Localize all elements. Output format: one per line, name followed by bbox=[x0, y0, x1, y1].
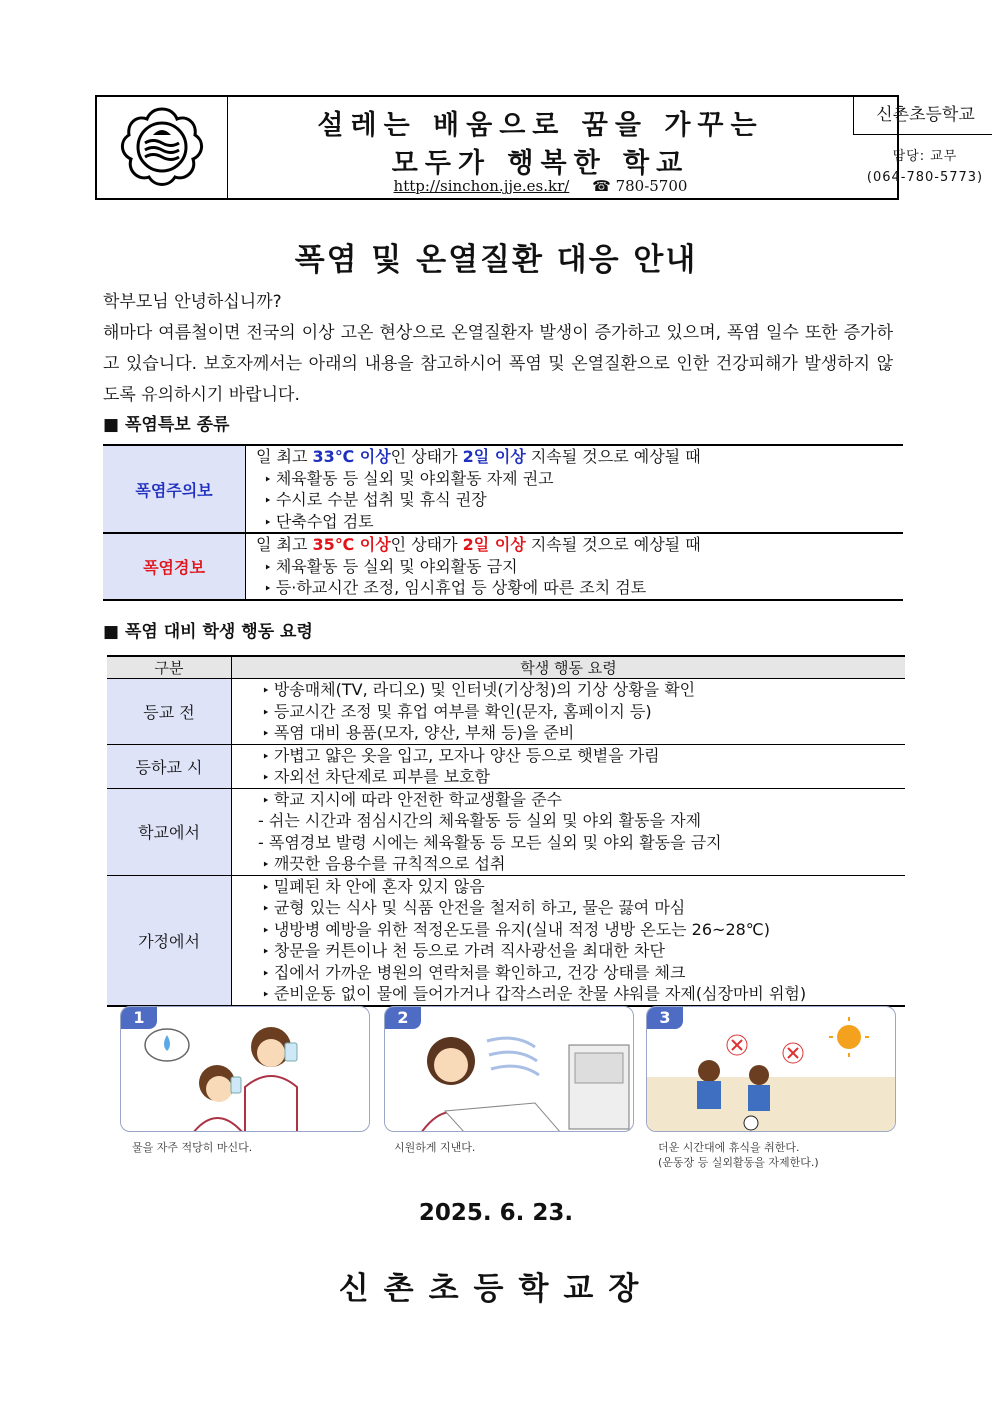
panel-number: 2 bbox=[385, 1007, 421, 1029]
list-item: ‣ 자외선 차단제로 피부를 보호함 bbox=[254, 766, 905, 788]
list-item: ‣ 밀폐된 차 안에 혼자 있지 않음 bbox=[254, 876, 905, 898]
intro-paragraph: 해마다 여름철이면 전국의 이상 고온 현상으로 온열질환자 발생이 증가하고 있으며, 폭염 일수 또한 증가하고 있습니다. 보호자께서는 아래의 내용을 참고하시어 폭염 및 온열질환으로 인한 건강피해가 발생하지 않도록 유의하시기 바랍니다. bbox=[103, 323, 893, 405]
list-item: ‣ 집에서 가까운 병원의 연락처를 확인하고, 건강 상태를 체크 bbox=[254, 962, 905, 984]
column-header-category: 구분 bbox=[107, 656, 232, 679]
contact-person: 담당: 교무 bbox=[892, 149, 958, 164]
list-item: ‣ 냉방병 예방을 위한 적정온도를 유지(실내 적정 냉방 온도는 26~28℃) bbox=[254, 919, 905, 941]
table-row bbox=[103, 445, 903, 533]
motto-cell bbox=[228, 97, 853, 198]
heat-advisory-label: 폭염주의보 bbox=[103, 445, 246, 533]
condition-text: 지속될 것으로 예상될 때 bbox=[525, 447, 701, 466]
row-actions bbox=[232, 875, 906, 1006]
table-row bbox=[107, 744, 905, 788]
column-header-actions: 학생 행동 요령 bbox=[232, 656, 906, 679]
school-motto-line1: 설레는 배움으로 꿈을 가꾸는 bbox=[317, 110, 764, 141]
list-item: ‣ 체육활동 등 실외 및 야외활동 금지 bbox=[256, 556, 903, 578]
heat-warning-content bbox=[246, 533, 904, 600]
caption-line: 더운 시간대에 휴식을 취한다. bbox=[658, 1141, 800, 1154]
condition-text: 지속될 것으로 예상될 때 bbox=[525, 535, 701, 554]
illustration-caption: 물을 자주 적당히 마신다. bbox=[132, 1141, 253, 1154]
school-emblem-icon bbox=[119, 105, 205, 189]
illustration-drink-water bbox=[120, 1006, 370, 1132]
condition-days: 2일 이상 bbox=[462, 447, 526, 466]
list-item: ‣ 학교 지시에 따라 안전한 학교생활을 준수 bbox=[254, 789, 905, 811]
list-item: ‣ 깨끗한 음용수를 규칙적으로 섭취 bbox=[254, 853, 905, 875]
list-item: ‣ 체육활동 등 실외 및 야외활동 자제 권고 bbox=[256, 468, 903, 490]
heat-alert-table bbox=[103, 444, 903, 601]
advisory-condition bbox=[256, 446, 903, 468]
principal-signature: 신촌초등학교장 bbox=[338, 1271, 654, 1307]
list-subitem: - 쉬는 시간과 점심시간의 체육활동 등 실외 및 야외 활동을 자제 bbox=[258, 811, 702, 830]
document-date: 2025. 6. 23. bbox=[418, 1200, 574, 1226]
keep-cool-illustration-icon bbox=[385, 1007, 634, 1132]
table-row bbox=[107, 788, 905, 875]
school-phone: 780-5700 bbox=[615, 177, 688, 195]
table-row bbox=[103, 533, 903, 600]
list-item: ‣ 단축수업 검토 bbox=[256, 511, 903, 533]
row-actions bbox=[232, 788, 906, 875]
school-contact-line bbox=[228, 177, 853, 195]
illustration-rest bbox=[646, 1006, 896, 1132]
row-actions bbox=[232, 679, 906, 745]
condition-text: 인 상태가 bbox=[390, 447, 463, 466]
list-item: ‣ 균형 있는 식사 및 식품 안전을 철저히 하고, 물은 끓여 마심 bbox=[254, 897, 905, 919]
row-category: 등교 전 bbox=[107, 679, 232, 745]
row-category: 가정에서 bbox=[107, 875, 232, 1006]
illustration-caption: 시원하게 지낸다. bbox=[394, 1141, 476, 1154]
document-title: 폭염 및 온열질환 대응 안내 bbox=[294, 242, 698, 278]
letterhead bbox=[95, 95, 984, 200]
student-action-table bbox=[107, 655, 905, 1007]
logo-cell bbox=[97, 97, 228, 198]
condition-temperature: 33℃ 이상 bbox=[312, 447, 391, 466]
caption-line: (운동장 등 실외활동을 자제한다.) bbox=[658, 1156, 819, 1169]
greeting: 학부모님 안녕하십니까? bbox=[103, 292, 282, 312]
heat-advisory-content bbox=[246, 445, 904, 533]
condition-temperature: 35℃ 이상 bbox=[312, 535, 391, 554]
phone-icon: ☎ bbox=[592, 177, 611, 195]
list-item: ‣ 준비운동 없이 물에 들어가거나 갑작스러운 찬물 샤워를 자제(심장마비 위험) bbox=[254, 983, 905, 1005]
heat-warning-label: 폭염경보 bbox=[103, 533, 246, 600]
section-heading-alert-types: ■ 폭염특보 종류 bbox=[103, 415, 230, 435]
drinking-water-illustration-icon bbox=[121, 1007, 370, 1132]
illustration-caption bbox=[658, 1140, 819, 1170]
panel-number: 3 bbox=[647, 1007, 683, 1029]
illustration-keep-cool bbox=[384, 1006, 634, 1132]
table-header-row bbox=[107, 656, 905, 679]
row-category: 등하교 시 bbox=[107, 744, 232, 788]
condition-days: 2일 이상 bbox=[462, 535, 526, 554]
list-subitem: - 폭염경보 발령 시에는 체육활동 등 모든 실외 및 야외 활동을 금지 bbox=[258, 832, 722, 852]
school-website-link[interactable]: http://sinchon.jje.es.kr/ bbox=[393, 177, 570, 195]
list-item: ‣ 등교시간 조정 및 휴업 여부를 확인(문자, 홈페이지 등) bbox=[254, 701, 905, 723]
list-item: ‣ 창문을 커튼이나 천 등으로 가려 직사광선을 최대한 차단 bbox=[254, 940, 905, 962]
contact-number: (064-780-5773) bbox=[866, 170, 984, 185]
table-row bbox=[107, 875, 905, 1006]
condition-text: 일 최고 bbox=[256, 535, 313, 554]
list-item: ‣ 방송매체(TV, 라디오) 및 인터넷(기상청)의 기상 상황을 확인 bbox=[254, 679, 905, 701]
list-item: ‣ 가볍고 얇은 옷을 입고, 모자나 양산 등으로 햇볕을 가림 bbox=[254, 745, 905, 767]
list-item: ‣ 수시로 수분 섭취 및 휴식 권장 bbox=[256, 489, 903, 511]
table-row bbox=[107, 679, 905, 745]
row-actions bbox=[232, 744, 906, 788]
panel-number: 1 bbox=[121, 1007, 157, 1029]
warning-condition bbox=[256, 534, 903, 556]
row-category: 학교에서 bbox=[107, 788, 232, 875]
section-heading-student-actions: ■ 폭염 대비 학생 행동 요령 bbox=[103, 622, 313, 642]
school-motto-line2: 모두가 행복한 학교 bbox=[391, 148, 690, 179]
list-item: ‣ 등·하교시간 조정, 임시휴업 등 상황에 따른 조치 검토 bbox=[256, 577, 903, 599]
list-item: ‣ 폭염 대비 용품(모자, 양산, 부채 등)을 준비 bbox=[254, 722, 905, 744]
school-name: 신촌초등학교 bbox=[853, 97, 992, 135]
condition-text: 일 최고 bbox=[256, 447, 313, 466]
condition-text: 인 상태가 bbox=[390, 535, 463, 554]
rest-in-shade-illustration-icon bbox=[647, 1007, 896, 1132]
